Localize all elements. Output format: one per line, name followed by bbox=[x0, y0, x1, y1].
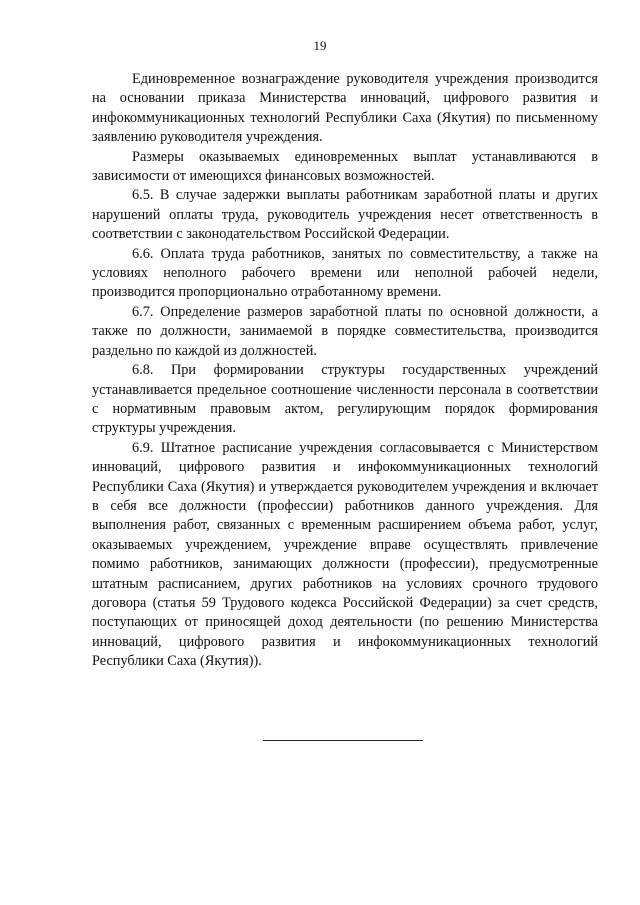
paragraph-6-9: 6.9. Штатное расписание учреждения согласовывается с Министерством инноваций, цифрового развития и инфокоммуникационных технологий Республики Саха (Якутия) и утверждается руководителем учреждения и включает в себя все должности (профессии) работников данного учреждения. Для выполнения работ, связанных с временным расширением объема работ, услуг, оказываемых учреждением, учреждение вправе осуществлять привлечение помимо работников, занимающих должности (профессии), предусмотренные штатным расписанием, других работников на условиях срочного трудового договора (статья 59 Трудового кодекса Российской Федерации) за счет средств, поступающих от приносящей доход деятельности (по решению Министерства инноваций, цифрового развития и инфокоммуникационных технологий Республики Саха (Якутия)). bbox=[92, 439, 598, 670]
paragraph-lump-sum-amounts: Размеры оказываемых единовременных выплат устанавливаются в зависимости от имеющихся финансовых возможностей. bbox=[92, 148, 598, 185]
paragraph-6-6: 6.6. Оплата труда работников, занятых по совместительству, а также на условиях неполного рабочего времени или неполной рабочей недели, производится пропорционально отработанному времени. bbox=[92, 245, 598, 301]
document-body bbox=[92, 70, 598, 672]
paragraph-lump-sum-remuneration: Единовременное вознаграждение руководителя учреждения производится на основании приказа Министерства инноваций, цифрового развития и инфокоммуникационных технологий Республики Саха (Якутия) по письменному заявлению руководителя учреждения. bbox=[92, 71, 598, 146]
paragraph-6-5: 6.5. В случае задержки выплаты работникам заработной платы и других нарушений оплаты труда, руководитель учреждения несет ответственность в соответствии с законодательством Российской Федерации. bbox=[92, 187, 598, 243]
paragraph-6-8: 6.8. При формировании структуры государственных учреждений устанавливается предельное соотношение численности персонала в соответствии с нормативным правовым актом, регулирующим порядок формирования структуры учреждения. bbox=[92, 362, 598, 437]
page-number: 19 bbox=[313, 38, 327, 53]
closing-separator-line bbox=[263, 740, 423, 741]
paragraph-6-7: 6.7. Определение размеров заработной платы по основной должности, а также по должности, занимаемой в порядке совместительства, производится раздельно по каждой из должностей. bbox=[92, 303, 598, 359]
